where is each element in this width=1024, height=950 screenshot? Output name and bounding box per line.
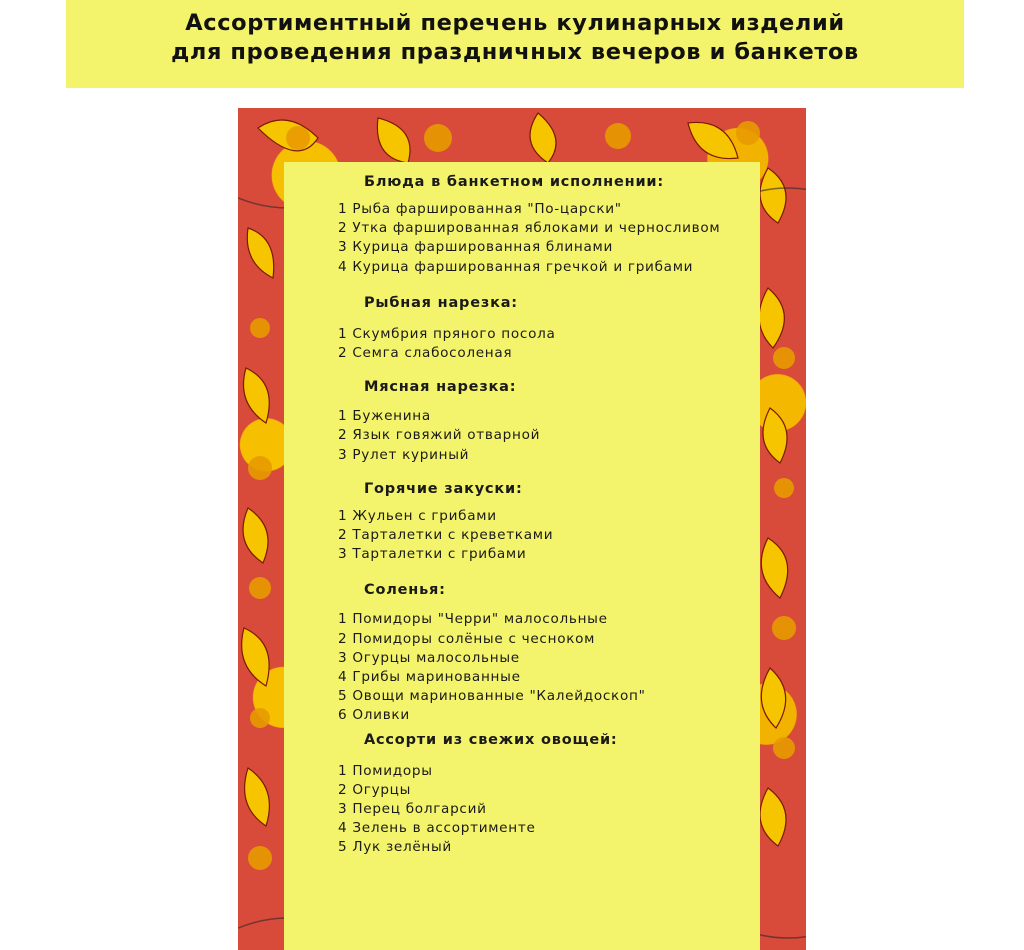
- section-title: Соленья:: [364, 582, 446, 599]
- list-item: 2 Утка фаршированная яблоками и черносливом: [338, 220, 721, 237]
- list-item: 2 Помидоры солёные с чесноком: [338, 630, 596, 647]
- list-item: 1 Помидоры "Черри" малосольные: [338, 611, 608, 628]
- list-item: 3 Рулет куриный: [338, 446, 470, 463]
- list-item: 4 Грибы маринованные: [338, 669, 521, 686]
- list-item: 1 Помидоры: [338, 762, 433, 779]
- list-item: 4 Зелень в ассортименте: [338, 820, 536, 837]
- page-title-line-2: для проведения праздничных вечеров и банкетов: [171, 39, 859, 65]
- list-item: 2 Язык говяжий отварной: [338, 427, 541, 444]
- list-item: 2 Тарталетки с креветками: [338, 527, 554, 544]
- section-title: Мясная нарезка:: [364, 379, 517, 396]
- list-item: 1 Жульен с грибами: [338, 507, 497, 524]
- list-item: 1 Скумбрия пряного посола: [338, 325, 556, 342]
- list-item: 2 Семга слабосоленая: [338, 345, 513, 362]
- list-item: 3 Огурцы малосольные: [338, 649, 520, 666]
- page-header: [66, 0, 964, 88]
- list-item: 6 Оливки: [338, 707, 410, 724]
- list-item: 3 Курица фаршированная блинами: [338, 239, 613, 256]
- list-item: 1 Рыба фаршированная "По-царски": [338, 201, 622, 217]
- section-banquet: [338, 170, 758, 277]
- section-pickles: [338, 578, 758, 725]
- list-item: 3 Тарталетки с грибами: [338, 546, 527, 563]
- list-item: 5 Овощи маринованные "Калейдоскоп": [338, 688, 646, 705]
- menu-list: [338, 170, 758, 858]
- section-fresh-vegetables: [338, 728, 758, 858]
- list-item: 4 Курица фаршированная гречкой и грибами: [338, 258, 694, 275]
- section-title: Горячие закуски:: [364, 480, 523, 497]
- list-item: 5 Лук зелёный: [338, 839, 452, 856]
- section-title: Ассорти из свежих овощей:: [364, 731, 618, 748]
- list-item: 2 Огурцы: [338, 781, 412, 798]
- section-meat-slices: [338, 375, 758, 465]
- section-title: Блюда в банкетном исполнении:: [364, 174, 664, 190]
- section-fish-slices: [338, 291, 758, 363]
- list-item: 3 Перец болгарсий: [338, 801, 487, 818]
- page-title-line-1: Ассортиментный перечень кулинарных изделий: [185, 10, 845, 36]
- list-item: 1 Буженина: [338, 408, 431, 425]
- section-hot-appetizers: [338, 477, 758, 565]
- section-title: Рыбная нарезка:: [364, 294, 518, 311]
